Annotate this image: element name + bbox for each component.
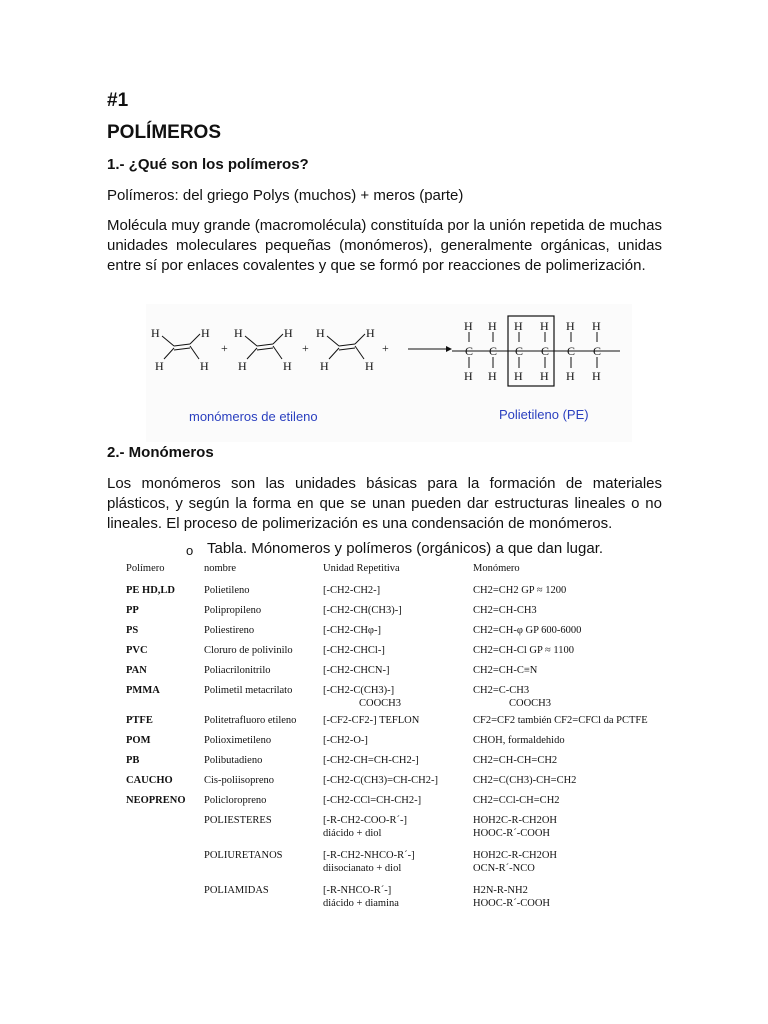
polymer-name-cell [204, 884, 323, 919]
cell-line: CHOH, formaldehido [473, 735, 565, 746]
plus-sign: + [302, 341, 309, 355]
monomer-cell [473, 849, 723, 884]
cell-line: HOH2C-R-CH2OH [473, 850, 557, 861]
cell-line: [-CH2-CH2-] [323, 585, 381, 596]
cell-line: [-CH2-CCl=CH-CH2-] [323, 795, 422, 806]
monomer-cell [473, 774, 723, 794]
monomer-cell [473, 754, 723, 774]
repeat-unit-cell [323, 624, 473, 644]
monomer-cell [473, 794, 723, 814]
table-caption: Tabla. Mónomeros y polímeros (orgánicos) a que dan lugar. [207, 540, 604, 557]
polymer-abbrev-cell [126, 884, 204, 919]
cell-line: PE HD,LD [126, 585, 176, 596]
polymer-abbrev-cell [126, 684, 204, 714]
cell-line: CH2=CH-C≡N [473, 665, 538, 676]
svg-text:H: H [234, 326, 243, 340]
svg-text:H: H [540, 319, 549, 333]
table-row [126, 644, 723, 664]
cell-line: [-R-CH2-COO-R´-] [323, 815, 407, 826]
polymer-abbrev-cell [126, 644, 204, 664]
cell-line: CAUCHO [126, 775, 173, 786]
monomer-cell [473, 884, 723, 919]
cell-line: Polibutadieno [204, 755, 263, 766]
cell-line: CH2=C-CH3 [473, 685, 530, 696]
polymer-abbrev-cell [126, 584, 204, 604]
polymer-name-cell [204, 794, 323, 814]
svg-text:H: H [155, 359, 164, 373]
svg-text:H: H [488, 369, 497, 383]
svg-text:H: H [464, 369, 473, 383]
polymerization-figure [146, 304, 632, 442]
svg-text:H: H [151, 326, 160, 340]
svg-text:H: H [592, 319, 601, 333]
column-header: Unidad Repetitiva [323, 563, 400, 574]
cell-line: [-R-NHCO-R´-] [323, 885, 392, 896]
section-2-heading: 2.- Monómeros [107, 444, 214, 461]
cell-line: [-CH2-CHCN-] [323, 665, 390, 676]
cell-line: Cis-poliisopreno [204, 775, 274, 786]
cell-line: CH2=CH2 GP ≈ 1200 [473, 585, 567, 596]
table-row [126, 794, 723, 814]
polymer-abbrev-cell [126, 774, 204, 794]
polymer-name-cell [204, 684, 323, 714]
svg-text:C: C [541, 344, 550, 358]
repeat-unit-cell [323, 884, 473, 919]
polymer-name-cell [204, 664, 323, 684]
cell-line: Poliacrilonitrilo [204, 665, 271, 676]
repeat-unit-cell [323, 754, 473, 774]
repeat-unit-cell [323, 644, 473, 664]
repeat-unit-cell [323, 794, 473, 814]
table-row [126, 884, 723, 919]
cell-line: PMMA [126, 685, 160, 696]
polymer-table [126, 562, 723, 919]
cell-line-secondary: OCN-R´-NCO [473, 863, 535, 874]
cell-line: CH2=CCl-CH=CH2 [473, 795, 560, 806]
svg-text:H: H [201, 326, 210, 340]
ethylene-monomer [151, 326, 210, 373]
polymer-name-cell [204, 584, 323, 604]
svg-text:H: H [320, 359, 329, 373]
cell-line-secondary: HOOC-R´-COOH [473, 828, 550, 839]
svg-text:C: C [465, 344, 474, 358]
polymer-abbrev-cell [126, 814, 204, 849]
svg-text:H: H [540, 369, 549, 383]
monomer-cell [473, 734, 723, 754]
svg-text:C: C [593, 344, 602, 358]
polymer-abbrev-cell [126, 664, 204, 684]
svg-text:H: H [366, 326, 375, 340]
svg-text:H: H [200, 359, 209, 373]
polymer-abbrev-cell [126, 849, 204, 884]
repeat-unit-cell [323, 849, 473, 884]
monomer-cell [473, 584, 723, 604]
cell-line: CH2=C(CH3)-CH=CH2 [473, 775, 577, 786]
polymer-name-cell [204, 774, 323, 794]
cell-line: PAN [126, 665, 147, 676]
table-row [126, 714, 723, 734]
polyethylene-caption: Polietileno (PE) [499, 407, 589, 422]
cell-line: Polipropileno [204, 605, 262, 616]
svg-text:H: H [514, 369, 523, 383]
polymer-name-cell [204, 814, 323, 849]
cell-line-secondary: diácido + diamina [323, 898, 399, 909]
cell-line: CH2=CH-CH=CH2 [473, 755, 558, 766]
repeat-unit-cell [323, 664, 473, 684]
cell-line: Politetrafluoro etileno [204, 715, 297, 726]
svg-text:H: H [284, 326, 293, 340]
cell-line-secondary: COOCH3 [509, 698, 552, 709]
plus-sign: + [382, 341, 389, 355]
polymer-abbrev-cell [126, 604, 204, 624]
monomer-cell [473, 714, 723, 734]
polymer-abbrev-cell [126, 714, 204, 734]
cell-line: PB [126, 755, 140, 766]
cell-line: [-CF2-CF2-] TEFLON [323, 715, 420, 726]
monomer-cell [473, 664, 723, 684]
column-header: Monómero [473, 563, 520, 574]
svg-text:H: H [238, 359, 247, 373]
polymer-name-cell [204, 734, 323, 754]
svg-text:C: C [489, 344, 498, 358]
cell-line: POM [126, 735, 151, 746]
repeat-unit-cell [323, 734, 473, 754]
cell-line: Polioximetileno [204, 735, 272, 746]
reaction-arrow [408, 346, 452, 352]
table-row [126, 584, 723, 604]
cell-line: HOH2C-R-CH2OH [473, 815, 557, 826]
bullet-marker: o [186, 543, 194, 558]
cell-line-secondary: diácido + diol [323, 828, 382, 839]
svg-text:H: H [488, 319, 497, 333]
column-header: Polímero [126, 563, 165, 574]
cell-line: PTFE [126, 715, 153, 726]
monomer-cell [473, 604, 723, 624]
ethylene-monomer [316, 326, 375, 373]
table-row [126, 604, 723, 624]
polyethylene-chain [452, 316, 620, 386]
polymer-name-cell [204, 644, 323, 664]
polymer-name-cell [204, 624, 323, 644]
monomer-cell [473, 644, 723, 664]
cell-line: [-CH2-CHCl-] [323, 645, 385, 656]
page-title: POLÍMEROS [107, 122, 222, 143]
polymer-abbrev-cell [126, 734, 204, 754]
monomer-cell [473, 624, 723, 644]
polymer-name-cell [204, 714, 323, 734]
table-row [126, 774, 723, 794]
svg-text:H: H [464, 319, 473, 333]
plus-sign: + [221, 341, 228, 355]
polymer-name-cell [204, 754, 323, 774]
polymer-name-cell [204, 604, 323, 624]
cell-line: PS [126, 625, 139, 636]
repeat-unit-cell [323, 814, 473, 849]
svg-text:H: H [283, 359, 292, 373]
cell-line-secondary: COOCH3 [359, 698, 402, 709]
table-row [126, 754, 723, 774]
cell-line: Cloruro de polivinilo [204, 645, 293, 656]
repeat-unit-cell [323, 714, 473, 734]
cell-line: POLIAMIDAS [204, 885, 269, 896]
etymology-paragraph: Polímeros: del griego Polys (muchos) + meros (parte) [107, 187, 464, 204]
cell-line: [-CH2-CH=CH-CH2-] [323, 755, 419, 766]
cell-line: PVC [126, 645, 148, 656]
repeat-unit-cell [323, 584, 473, 604]
repeat-unit-cell [323, 604, 473, 624]
svg-text:H: H [316, 326, 325, 340]
cell-line: H2N-R-NH2 [473, 885, 528, 896]
monomer-cell [473, 814, 723, 849]
repeat-unit-cell [323, 774, 473, 794]
document-number: #1 [107, 90, 129, 111]
cell-line: [-CH2-CHφ-] [323, 625, 381, 636]
table-row [126, 849, 723, 884]
polymer-abbrev-cell [126, 794, 204, 814]
cell-line: Poliestireno [204, 625, 255, 636]
cell-line: CH2=CH-CH3 [473, 605, 537, 616]
cell-line: [-CH2-CH(CH3)-] [323, 605, 402, 616]
cell-line: [-CH2-O-] [323, 735, 368, 746]
table-row [126, 664, 723, 684]
table-row [126, 814, 723, 849]
cell-line: CF2=CF2 también CF2=CFCl da PCTFE [473, 715, 648, 726]
monomer-cell [473, 684, 723, 714]
svg-text:C: C [515, 344, 524, 358]
cell-line-secondary: HOOC-R´-COOH [473, 898, 550, 909]
monomers-paragraph: Los monómeros son las unidades básicas para la formación de materiales plásticos, y según la forma en que se unan pueden dar estructuras lineales o no lineales. El proceso de polimerización es una condensación de monómeros. [107, 475, 662, 532]
cell-line: [-R-CH2-NHCO-R´-] [323, 850, 415, 861]
cell-line: Polimetil metacrilato [204, 685, 293, 696]
cell-line-secondary: diisocianato + diol [323, 863, 402, 874]
svg-text:H: H [566, 369, 575, 383]
polymer-name-cell [204, 849, 323, 884]
section-1-heading: 1.- ¿Qué son los polímeros? [107, 156, 309, 173]
cell-line: CH2=CH-Cl GP ≈ 1100 [473, 645, 575, 656]
cell-line: POLIURETANOS [204, 850, 283, 861]
monomers-caption: monómeros de etileno [189, 409, 318, 424]
table-row [126, 624, 723, 644]
table-header-row [126, 562, 723, 584]
cell-line: [-CH2-C(CH3)-] [323, 685, 395, 696]
cell-line: POLIESTERES [204, 815, 272, 826]
definition-paragraph: Molécula muy grande (macromolécula) constituída por la unión repetida de muchas unidades moleculares pequeñas (monómeros), generalmente orgánicas, unidas entre sí por enlaces covalentes y que se formó por reacciones de polimerización. [107, 217, 662, 274]
column-header: nombre [204, 563, 237, 574]
cell-line: NEOPRENO [126, 795, 186, 806]
cell-line: Policloropreno [204, 795, 267, 806]
cell-line: Polietileno [204, 585, 250, 596]
svg-text:C: C [567, 344, 576, 358]
polymer-abbrev-cell [126, 754, 204, 774]
ethylene-monomer [234, 326, 293, 373]
repeat-unit-cell [323, 684, 473, 714]
svg-text:H: H [514, 319, 523, 333]
table-row [126, 684, 723, 714]
cell-line: CH2=CH-φ GP 600-6000 [473, 625, 582, 636]
cell-line: PP [126, 605, 139, 616]
svg-text:H: H [365, 359, 374, 373]
svg-text:H: H [592, 369, 601, 383]
cell-line: [-CH2-C(CH3)=CH-CH2-] [323, 775, 438, 786]
svg-text:H: H [566, 319, 575, 333]
polymer-abbrev-cell [126, 624, 204, 644]
table-row [126, 734, 723, 754]
